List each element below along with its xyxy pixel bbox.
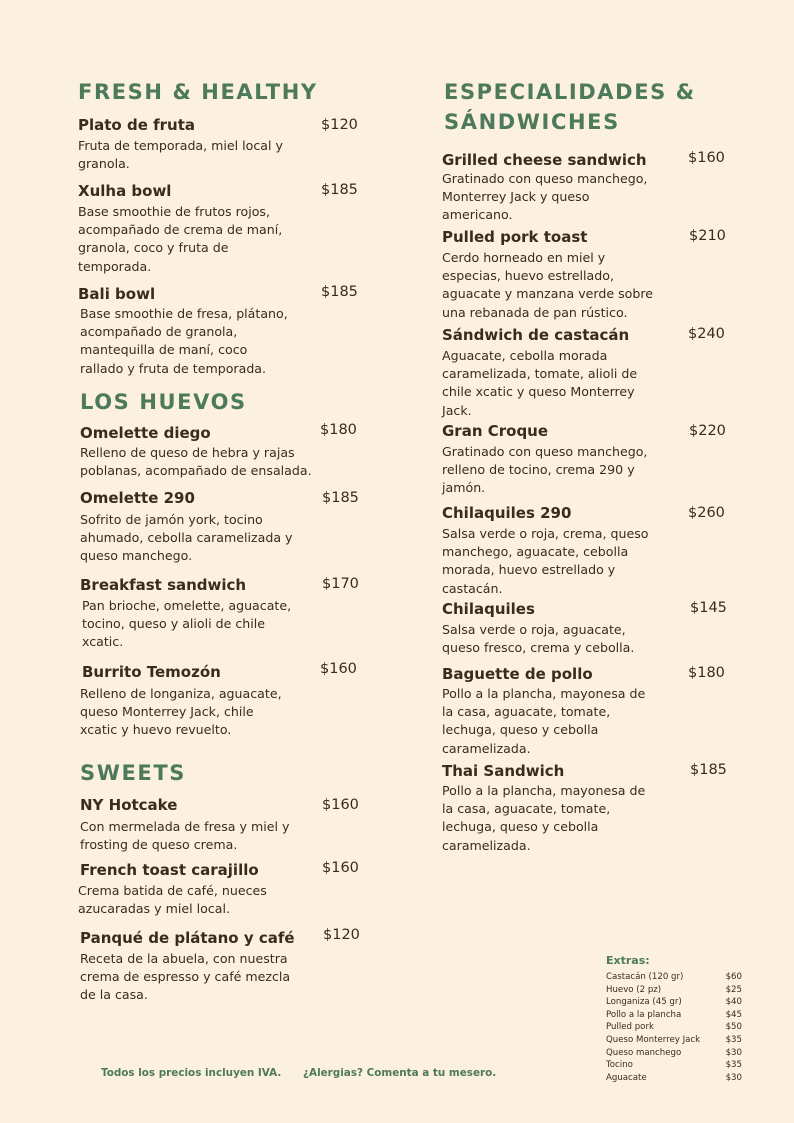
menu-item-name: Thai Sandwich	[442, 762, 565, 780]
menu-item-price: $160	[322, 860, 359, 876]
extra-item	[606, 997, 744, 1010]
menu-item-price: $220	[689, 423, 726, 439]
menu-item-description: Pollo a la plancha, mayonesa de la casa, aguacate, tomate, lechuga, queso y cebolla caramelizada.	[442, 783, 646, 853]
menu-item-description: Fruta de temporada, miel local y granola.	[78, 138, 283, 172]
menu-item-description: Sofrito de jamón york, tocino ahumado, cebolla caramelizada y queso manchego.	[80, 512, 293, 564]
menu-item-price: $185	[322, 490, 359, 506]
menu-item-price: $145	[690, 600, 727, 616]
menu-item-price: $180	[688, 665, 725, 681]
extra-item	[606, 1010, 744, 1023]
footer-iva-note: Todos los precios incluyen IVA.	[101, 1067, 282, 1079]
section-title-especialidades	[444, 77, 696, 137]
extra-item-name: Pollo a la plancha	[606, 1009, 682, 1020]
menu-item-description: Cerdo horneado en miel y especias, huevo estrellado, aguacate y manzana verde sobre una rebanada de pan rústico.	[442, 250, 654, 320]
extra-item-price: $50	[725, 1022, 742, 1033]
menu-item-price: $160	[322, 797, 359, 813]
section-title-line: SÁNDWICHES	[444, 110, 620, 134]
extra-item-name: Aguacate	[606, 1072, 647, 1083]
extra-item-name: Tocino	[606, 1060, 633, 1071]
extra-item	[606, 985, 744, 998]
menu-item-description: Base smoothie de fresa, plátano, acompañado de granola, mantequilla de maní, coco rallado y fruta de temporada.	[80, 306, 288, 376]
extra-item	[606, 1048, 744, 1061]
menu-item-description: Pollo a la plancha, mayonesa de la casa, aguacate, tomate, lechuga, queso y cebolla caramelizada.	[442, 686, 646, 756]
extra-item-name: Castacán (120 gr)	[606, 972, 684, 982]
extras-title: Extras:	[606, 954, 650, 967]
menu-item-price: $180	[320, 422, 357, 438]
extra-item	[606, 1073, 744, 1086]
extra-item-price: $45	[725, 1009, 742, 1020]
menu-item-name: Breakfast sandwich	[80, 576, 247, 594]
extra-item-price: $25	[725, 984, 742, 995]
menu-item-name: Chilaquiles	[442, 600, 535, 618]
extra-item-price: $40	[725, 997, 742, 1008]
menu-item-description: Receta de la abuela, con nuestra crema de espresso y café mezcla de la casa.	[80, 951, 291, 1003]
extra-item-name: Huevo (2 pz)	[606, 984, 662, 995]
extra-item	[606, 1060, 744, 1073]
menu-item-price: $160	[688, 150, 725, 166]
menu-item-description: Base smoothie de frutos rojos, acompañado de crema de maní, granola, coco y fruta de temporada.	[78, 204, 283, 274]
extra-item-price: $60	[725, 972, 742, 982]
extra-item-name: Queso Monterrey Jack	[606, 1034, 701, 1045]
menu-item-description: Gratinado con queso manchego, Monterrey Jack y queso americano.	[442, 171, 648, 223]
footer-allergy-note: ¿Alergias? Comenta a tu mesero.	[303, 1067, 497, 1079]
section-title-los-huevos: LOS HUEVOS	[80, 390, 247, 414]
extras-list	[606, 972, 744, 1085]
extra-item-price: $30	[725, 1047, 742, 1058]
menu-item-price: $185	[321, 284, 358, 300]
menu-item-name: Pulled pork toast	[442, 228, 588, 246]
menu-item-name: Bali bowl	[78, 285, 156, 303]
menu-item-price: $170	[322, 576, 359, 592]
extra-item	[606, 1035, 744, 1048]
menu-item-price: $185	[690, 762, 727, 778]
section-title-line: ESPECIALIDADES &	[444, 80, 696, 104]
menu-item-name: Baguette de pollo	[442, 665, 593, 683]
menu-item-name: Omelette 290	[80, 489, 195, 507]
extra-item-name: Pulled pork	[606, 1022, 654, 1033]
menu-item-name: Plato de fruta	[78, 116, 195, 134]
section-title-sweets: SWEETS	[80, 761, 187, 785]
menu-item-name: NY Hotcake	[80, 796, 178, 814]
extra-item-name: Queso manchego	[606, 1047, 682, 1058]
extra-item-name: Longaniza (45 gr)	[606, 997, 682, 1008]
extra-item-price: $35	[725, 1060, 742, 1071]
section-title-fresh-healthy: FRESH & HEALTHY	[78, 80, 318, 104]
extra-item-price: $30	[725, 1072, 742, 1083]
menu-item-description: Relleno de queso de hebra y rajas poblanas, acompañado de ensalada.	[80, 445, 312, 479]
menu-item-description: Salsa verde o roja, aguacate, queso fresco, crema y cebolla.	[442, 622, 635, 656]
menu-item-name: Xulha bowl	[78, 182, 172, 200]
menu-item-price: $120	[321, 117, 358, 133]
menu-item-price: $185	[321, 182, 358, 198]
menu-item-description: Salsa verde o roja, crema, queso manchego, aguacate, cebolla morada, huevo estrellado y castacán.	[442, 526, 649, 596]
menu-item-name: Gran Croque	[442, 422, 549, 440]
menu-item-description: Relleno de longaniza, aguacate, queso Monterrey Jack, chile xcatic y huevo revuelto.	[80, 686, 282, 738]
menu-item-description: Pan brioche, omelette, aguacate, tocino, queso y alioli de chile xcatic.	[82, 598, 292, 650]
menu-item-name: Sándwich de castacán	[442, 326, 630, 344]
menu-item-name: Burrito Temozón	[82, 663, 221, 681]
menu-item-price: $160	[320, 661, 357, 677]
menu-item-description: Gratinado con queso manchego, relleno de tocino, crema 290 y jamón.	[442, 444, 648, 496]
menu-item-name: Omelette diego	[80, 424, 211, 442]
menu-item-name: Grilled cheese sandwich	[442, 151, 647, 169]
menu-item-price: $210	[689, 228, 726, 244]
extra-item	[606, 1022, 744, 1035]
menu-item-name: Panqué de plátano y café	[80, 929, 295, 947]
menu-item-price: $240	[688, 326, 725, 342]
menu-item-description: Con mermelada de fresa y miel y frosting de queso crema.	[80, 819, 290, 853]
menu-item-name: Chilaquiles 290	[442, 504, 572, 522]
extra-item	[606, 972, 744, 985]
menu-item-price: $260	[688, 505, 725, 521]
menu-item-description: Aguacate, cebolla morada caramelizada, tomate, alioli de chile xcatic y queso Monterrey Jack.	[442, 348, 638, 418]
menu-item-description: Crema batida de café, nueces azucaradas y miel local.	[78, 883, 267, 917]
menu-item-price: $120	[323, 927, 360, 943]
extra-item-price: $35	[725, 1034, 742, 1045]
menu-item-name: French toast carajillo	[80, 861, 259, 879]
